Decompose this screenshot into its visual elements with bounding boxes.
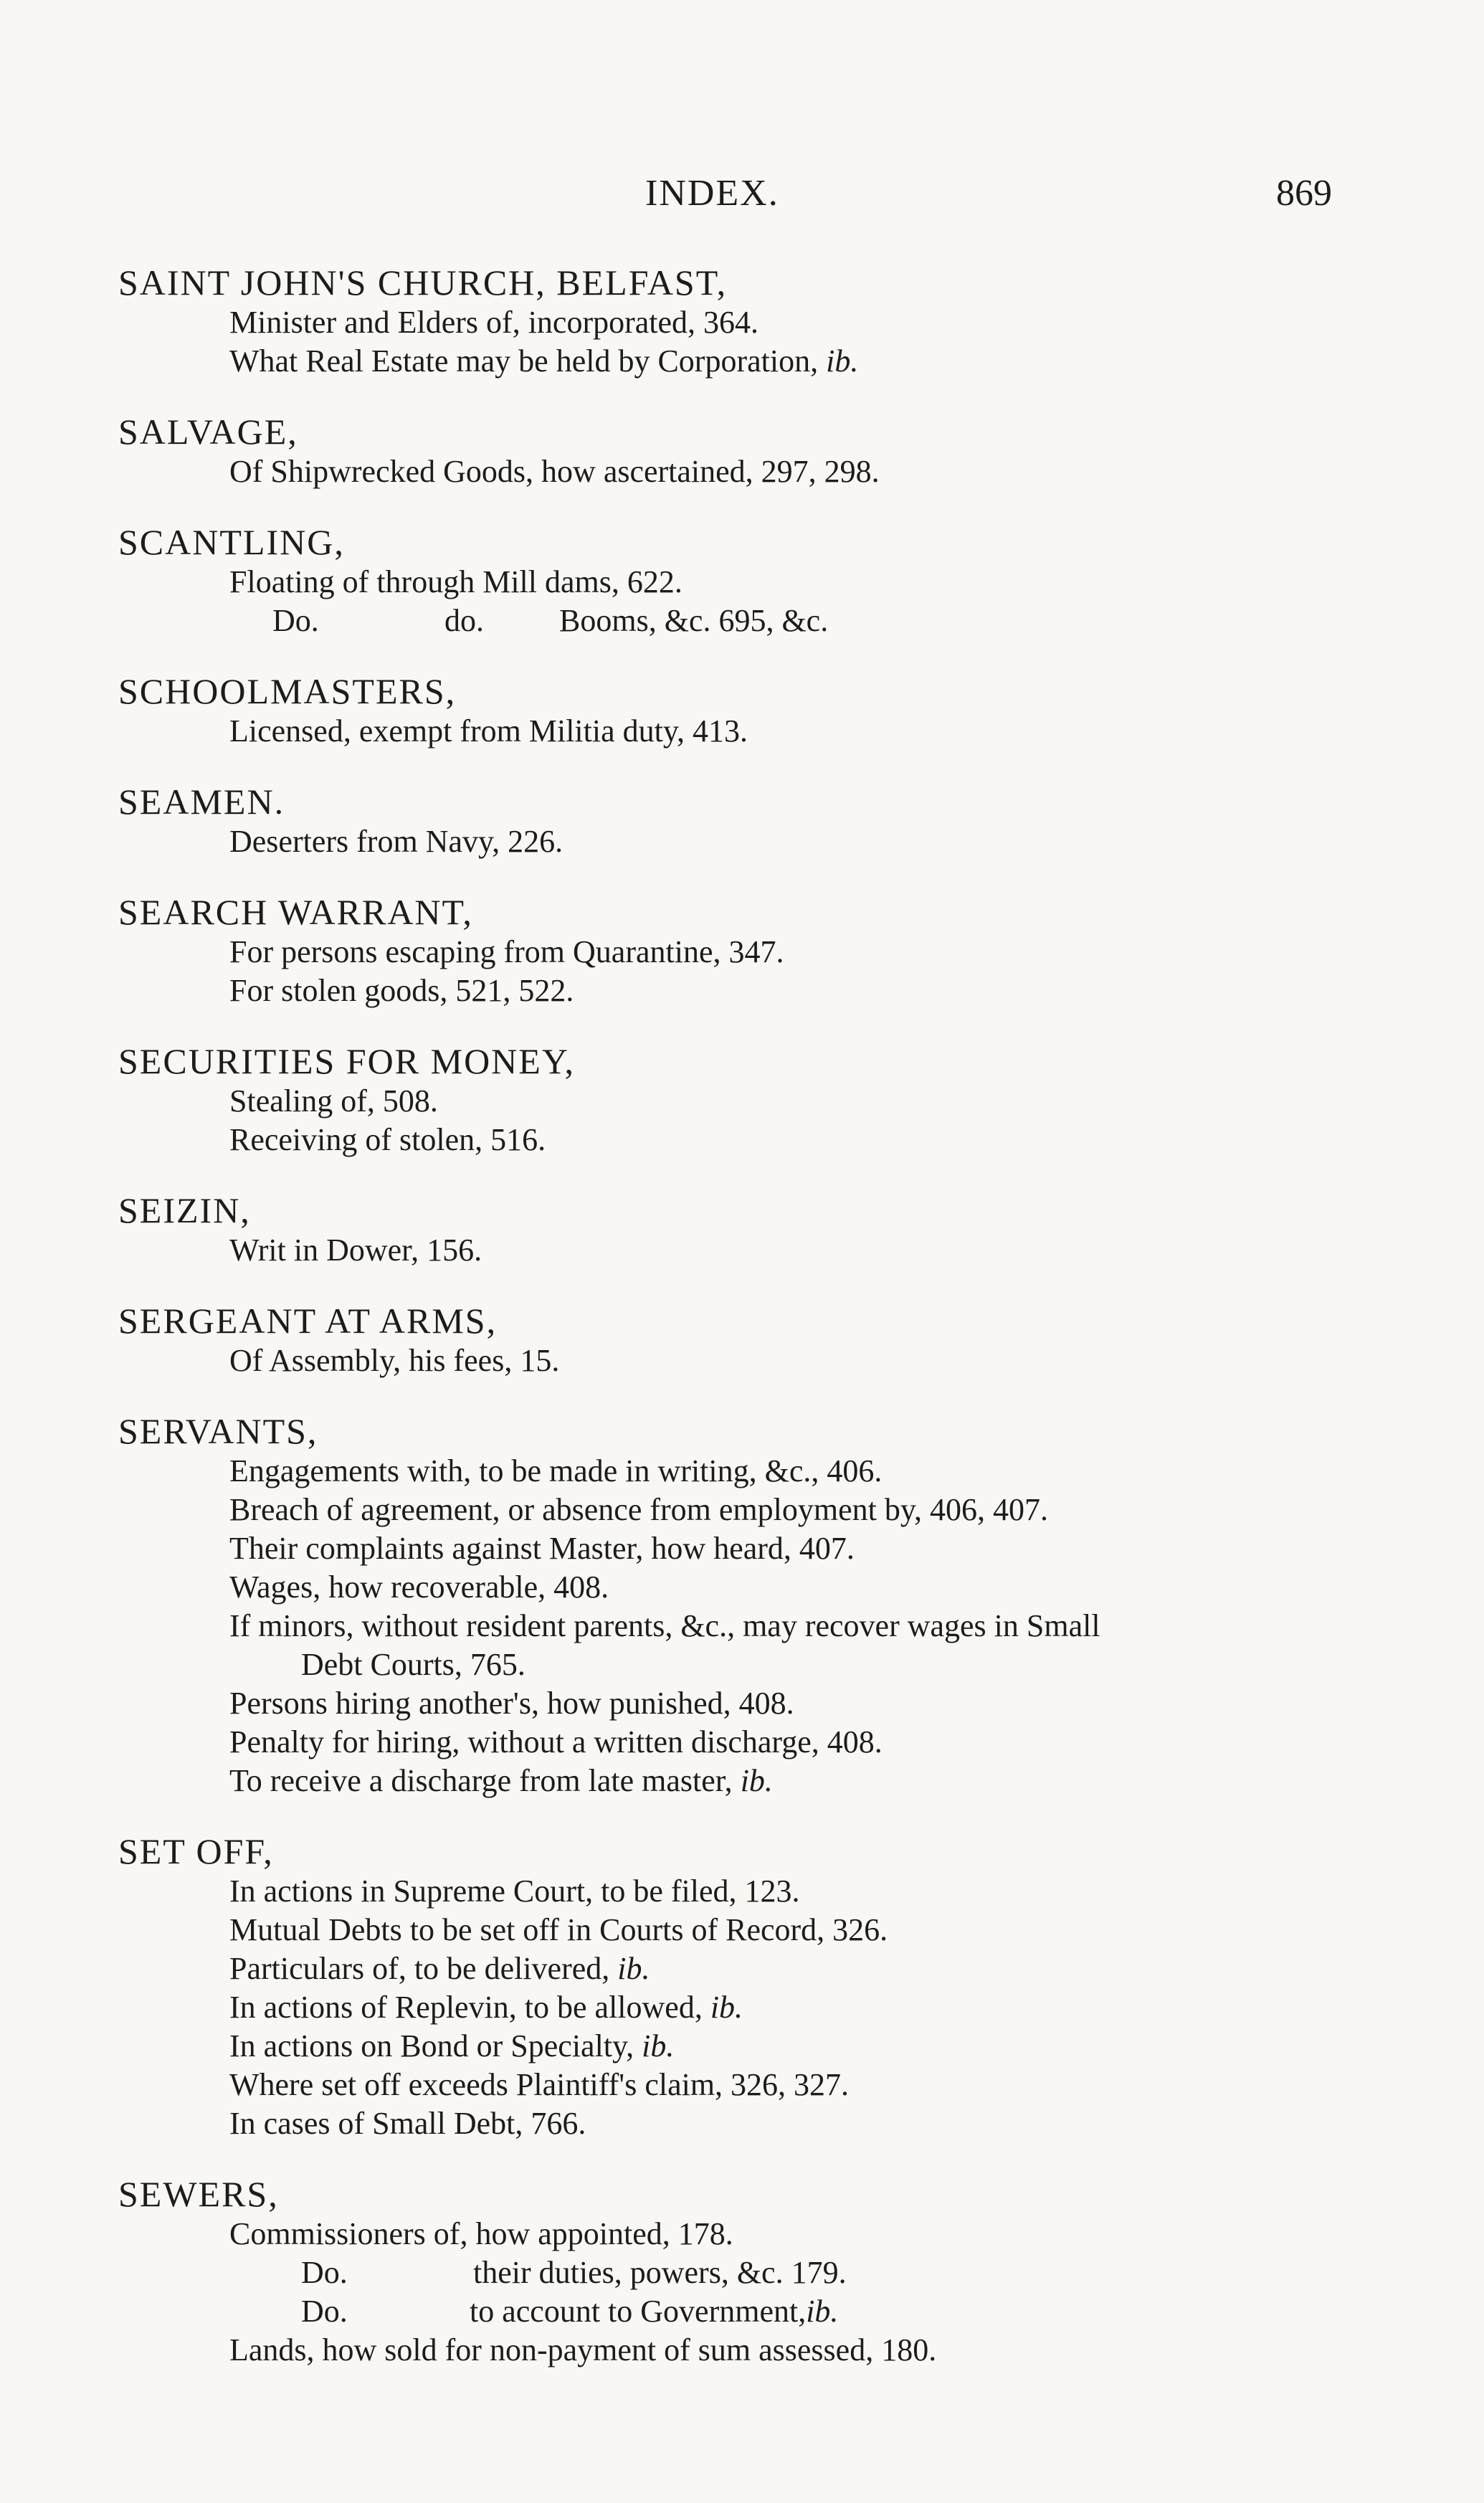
entry-heading: SET OFF, (118, 1831, 274, 1871)
entry-line: Persons hiring another's, how punished, 408. (229, 1686, 794, 1721)
index-entry-servants (118, 1410, 1394, 1800)
ibid-abbreviation: ib. (642, 2028, 675, 2063)
index-entry-scantling (118, 521, 1394, 640)
entry-heading: SERVANTS, (118, 1411, 318, 1451)
index-entry-seamen (118, 781, 1394, 861)
entry-heading: SEWERS, (118, 2174, 279, 2214)
entry-line: Breach of agreement, or absence from employment by, 406, 407. (229, 1492, 1048, 1527)
index-entry-set-off (118, 1830, 1394, 2143)
entry-line: Of Assembly, his fees, 15. (229, 1343, 560, 1378)
entry-line: For stolen goods, 521, 522. (229, 973, 574, 1008)
index-entry-seizin (118, 1189, 1394, 1270)
entry-heading: SEIZIN, (118, 1190, 251, 1230)
index-entries (118, 262, 1394, 2400)
entry-heading: SCANTLING, (118, 522, 345, 562)
entry-line: Licensed, exempt from Militia duty, 413. (229, 713, 748, 749)
ditto-text: Booms, &c. 695, &c. (559, 603, 829, 638)
page-header (0, 172, 1484, 222)
entry-heading: SCHOOLMASTERS, (118, 671, 457, 711)
entry-line: For persons escaping from Quarantine, 347. (229, 934, 784, 969)
ditto-mark: Do. (301, 2255, 348, 2290)
entry-line-continuation: Debt Courts, 765. (301, 1647, 525, 1682)
entry-heading: SAINT JOHN'S CHURCH, BELFAST, (118, 262, 728, 303)
ibid-abbreviation: ib. (617, 1951, 650, 1986)
entry-line: To receive a discharge from late master, ib. (229, 1763, 773, 1798)
page-title: INDEX. (645, 173, 779, 214)
entry-line: What Real Estate may be held by Corporation, ib. (229, 343, 859, 379)
entry-line: Deserters from Navy, 226. (229, 824, 563, 859)
index-entry-schoolmasters (118, 670, 1394, 751)
ibid-abbreviation: ib. (710, 1990, 743, 2025)
entry-line: Their complaints against Master, how heard, 407. (229, 1531, 855, 1566)
entry-line: If minors, without resident parents, &c., may recover wages in Small (229, 1608, 1100, 1643)
ibid-abbreviation: ib. (740, 1763, 773, 1798)
ditto-mark: Do. (272, 603, 319, 638)
entry-line: In actions of Replevin, to be allowed, ib. (229, 1990, 743, 2025)
entry-line: Particulars of, to be delivered, ib. (229, 1951, 650, 1986)
ibid-abbreviation: ib. (826, 343, 859, 379)
entry-line: In actions on Bond or Specialty, ib. (229, 2028, 675, 2063)
entry-line: Commissioners of, how appointed, 178. (229, 2216, 733, 2251)
entry-line: Wages, how recoverable, 408. (229, 1569, 609, 1605)
index-entry-sewers (118, 2173, 1394, 2370)
entry-line: Writ in Dower, 156. (229, 1232, 482, 1268)
entry-ditto-line (118, 2253, 1394, 2292)
entry-heading: SALVAGE, (118, 412, 298, 452)
index-entry-saint-johns-church (118, 262, 1394, 381)
entry-line: Lands, how sold for non-payment of sum assessed, 180. (229, 2332, 937, 2367)
ditto-mark: Do. (301, 2294, 348, 2329)
entry-line: In actions in Supreme Court, to be filed, 123. (229, 1873, 800, 1909)
entry-ditto-line (118, 2292, 1394, 2331)
index-entry-search-warrant (118, 891, 1394, 1010)
entry-heading: SEARCH WARRANT, (118, 892, 473, 932)
entry-heading: SEAMEN. (118, 782, 285, 822)
index-entry-sergeant-at-arms (118, 1300, 1394, 1380)
entry-line: Engagements with, to be made in writing, &c., 406. (229, 1453, 883, 1488)
index-entry-salvage (118, 411, 1394, 491)
entry-line: Penalty for hiring, without a written discharge, 408. (229, 1724, 883, 1759)
ibid-abbreviation: ib. (806, 2294, 839, 2329)
entry-line: Minister and Elders of, incorporated, 364. (229, 305, 759, 340)
entry-line: In cases of Small Debt, 766. (229, 2106, 586, 2141)
entry-line: Of Shipwrecked Goods, how ascertained, 297, 298. (229, 454, 880, 489)
entry-line: Receiving of stolen, 516. (229, 1122, 546, 1157)
entry-ditto-line (118, 602, 1394, 640)
ditto-text: their duties, powers, &c. 179. (473, 2255, 847, 2290)
entry-line: Floating of through Mill dams, 622. (229, 564, 682, 599)
entry-line: Where set off exceeds Plaintiff's claim, 326, 327. (229, 2067, 850, 2102)
page-number: 869 (1276, 173, 1332, 214)
ditto-text: to account to Government, ib. (470, 2292, 806, 2331)
ditto-mark: do. (444, 603, 484, 638)
entry-line: Mutual Debts to be set off in Courts of Record, 326. (229, 1912, 888, 1947)
index-entry-securities-for-money (118, 1040, 1394, 1159)
entry-heading: SERGEANT AT ARMS, (118, 1301, 498, 1341)
entry-line: Stealing of, 508. (229, 1083, 438, 1118)
entry-heading: SECURITIES FOR MONEY, (118, 1041, 575, 1081)
